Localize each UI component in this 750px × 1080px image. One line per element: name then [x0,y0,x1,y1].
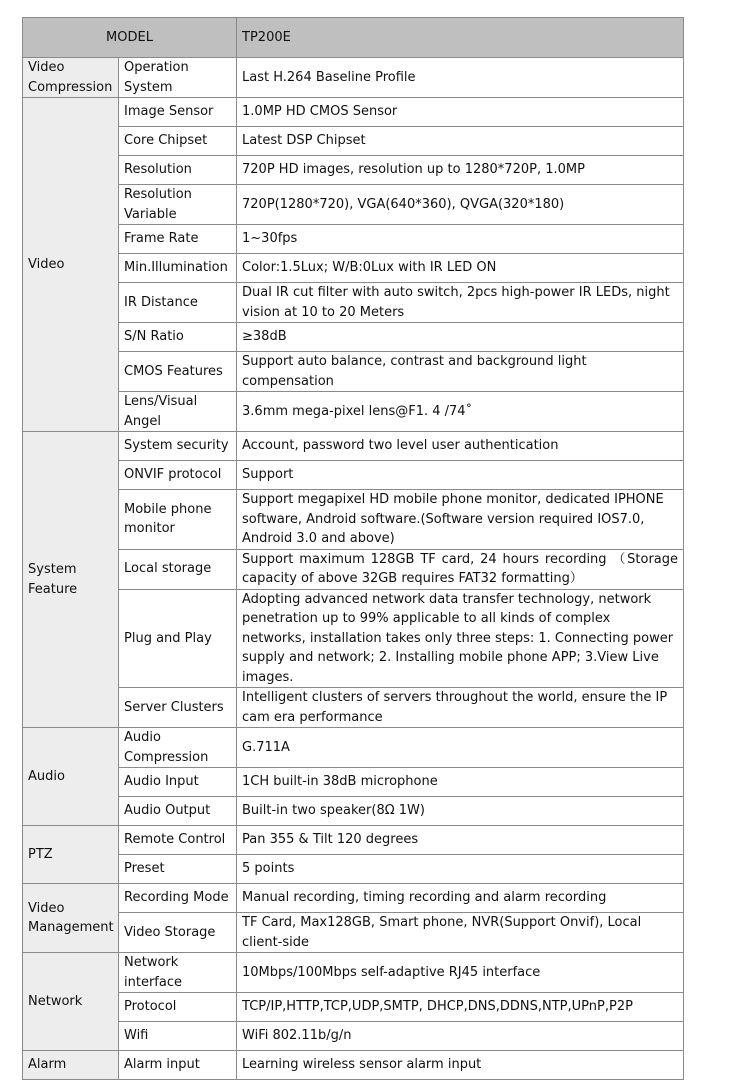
spec-row [23,884,684,913]
spec-label-cell: Core Chipset [119,127,237,156]
spec-row [23,127,684,156]
spec-label-cell: ONVIF protocol [119,461,237,490]
spec-label-cell: Operation System [119,58,237,98]
spec-row [23,953,684,993]
category-cell: PTZ [23,826,119,884]
category-cell: Network [23,953,119,1051]
spec-table [22,17,684,1080]
spec-label-cell: Resolution Variable [119,185,237,225]
category-cell: Video Compression [23,58,119,98]
spec-value-cell: Support [237,461,684,490]
spec-value-cell: Support auto balance, contrast and background light compensation [237,352,684,392]
spec-row [23,323,684,352]
spec-value-cell: Dual IR cut filter with auto switch, 2pcs high-power IR LEDs, night vision at 10 to 20 Meters [237,283,684,323]
spec-label-cell: Plug and Play [119,589,237,688]
spec-label-cell: Lens/Visual Angel [119,392,237,432]
model-label: MODEL [23,18,237,58]
spec-label-cell: Frame Rate [119,225,237,254]
spec-label-cell: Remote Control [119,826,237,855]
spec-value-cell: Support megapixel HD mobile phone monitor, dedicated IPHONE software, Android software.(Software version required IOS7.0, Android 3.0 and above) [237,490,684,550]
spec-value-cell: 720P(1280*720), VGA(640*360), QVGA(320*180) [237,185,684,225]
spec-label-cell: CMOS Features [119,352,237,392]
header-row [23,18,684,58]
spec-row [23,728,684,768]
spec-value-cell: Last H.264 Baseline Profile [237,58,684,98]
spec-row [23,58,684,98]
spec-label-cell: Audio Input [119,768,237,797]
spec-value-cell: G.711A [237,728,684,768]
category-cell: Video Management [23,884,119,953]
spec-row [23,432,684,461]
spec-row [23,589,684,688]
spec-value-cell: 1CH built-in 38dB microphone [237,768,684,797]
spec-row [23,98,684,127]
spec-value-cell: Support maximum 128GB TF card, 24 hours recording （Storage capacity of above 32GB requires FAT32 formatting） [237,549,684,589]
spec-row [23,797,684,826]
spec-label-cell: Min.Illumination [119,254,237,283]
spec-label-cell: Resolution [119,156,237,185]
spec-row [23,283,684,323]
spec-label-cell: Server Clusters [119,688,237,728]
spec-value-cell: ≥38dB [237,323,684,352]
spec-value-cell: Built-in two speaker(8Ω 1W) [237,797,684,826]
spec-row [23,993,684,1022]
category-cell: Alarm [23,1051,119,1080]
spec-value-cell: 720P HD images, resolution up to 1280*720P, 1.0MP [237,156,684,185]
spec-label-cell: IR Distance [119,283,237,323]
spec-label-cell: Audio Output [119,797,237,826]
spec-value-cell: 10Mbps/100Mbps self-adaptive RJ45 interface [237,953,684,993]
spec-label-cell: Audio Compression [119,728,237,768]
spec-label-cell: System security [119,432,237,461]
spec-value-cell: Intelligent clusters of servers throughout the world, ensure the IP cam era performance [237,688,684,728]
spec-row [23,352,684,392]
spec-row [23,913,684,953]
spec-value-cell: Account, password two level user authentication [237,432,684,461]
spec-row [23,549,684,589]
spec-label-cell: Recording Mode [119,884,237,913]
spec-value-cell: WiFi 802.11b/g/n [237,1022,684,1051]
spec-label-cell: Video Storage [119,913,237,953]
spec-row [23,1051,684,1080]
spec-value-cell: 3.6mm mega-pixel lens@F1. 4 /74˚ [237,392,684,432]
spec-row [23,1022,684,1051]
spec-label-cell: Local storage [119,549,237,589]
spec-label-cell: Wifi [119,1022,237,1051]
category-cell: Audio [23,728,119,826]
spec-label-cell: Preset [119,855,237,884]
spec-row [23,156,684,185]
spec-value-cell: Color:1.5Lux; W/B:0Lux with IR LED ON [237,254,684,283]
spec-value-cell: Latest DSP Chipset [237,127,684,156]
spec-row [23,185,684,225]
spec-row [23,254,684,283]
spec-value-cell: 5 points [237,855,684,884]
spec-label-cell: Network interface [119,953,237,993]
spec-value-cell: Pan 355 & Tilt 120 degrees [237,826,684,855]
spec-row [23,688,684,728]
spec-row [23,461,684,490]
spec-label-cell: Protocol [119,993,237,1022]
spec-row [23,490,684,550]
spec-value-cell: Learning wireless sensor alarm input [237,1051,684,1080]
spec-value-cell: TF Card, Max128GB, Smart phone, NVR(Support Onvif), Local client-side [237,913,684,953]
spec-value-cell: 1.0MP HD CMOS Sensor [237,98,684,127]
spec-row [23,392,684,432]
spec-row [23,768,684,797]
spec-label-cell: S/N Ratio [119,323,237,352]
spec-value-cell: 1~30fps [237,225,684,254]
spec-value-cell: TCP/IP,HTTP,TCP,UDP,SMTP, DHCP,DNS,DDNS,NTP,UPnP,P2P [237,993,684,1022]
category-cell: Video [23,98,119,432]
spec-row [23,225,684,254]
spec-row [23,826,684,855]
spec-value-cell: Manual recording, timing recording and alarm recording [237,884,684,913]
spec-label-cell: Alarm input [119,1051,237,1080]
spec-label-cell: Image Sensor [119,98,237,127]
spec-row [23,855,684,884]
category-cell: System Feature [23,432,119,728]
spec-label-cell: Mobile phone monitor [119,490,237,550]
spec-value-cell: Adopting advanced network data transfer technology, network penetration up to 99% applicable to all kinds of complex networks, installation takes only three steps: 1. Connecting power supply and network; 2. Installing mobile phone APP; 3.View Live images. [237,589,684,688]
model-value: TP200E [237,18,684,58]
